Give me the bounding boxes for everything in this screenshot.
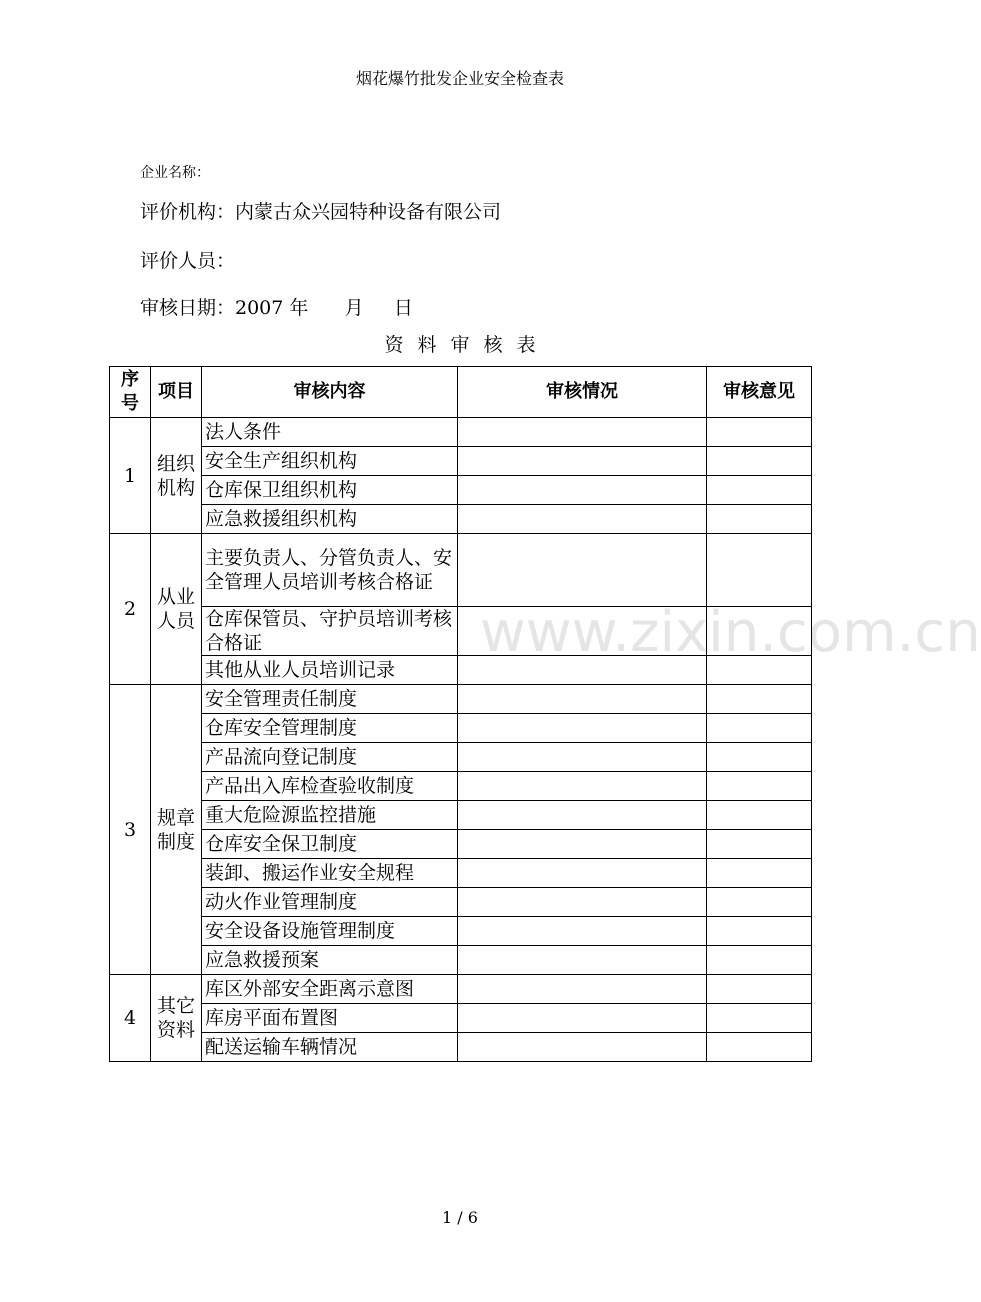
- table-row: [110, 534, 812, 607]
- evaluator-org: 评价机构：内蒙古众兴园特种设备有限公司: [140, 201, 502, 223]
- status-cell[interactable]: [458, 656, 707, 685]
- group-number: 1: [110, 418, 151, 534]
- review-item: 法人条件: [202, 418, 458, 447]
- header-item: 项目: [151, 367, 202, 418]
- header-status: 审核情况: [458, 367, 707, 418]
- review-item: 仓库安全管理制度: [202, 714, 458, 743]
- status-cell[interactable]: [458, 946, 707, 975]
- opinion-cell[interactable]: [707, 505, 812, 534]
- opinion-cell[interactable]: [707, 1033, 812, 1062]
- group-category: 组织机构: [151, 418, 202, 534]
- watermark: www.zixin.com.cn: [480, 600, 981, 665]
- opinion-cell[interactable]: [707, 975, 812, 1004]
- review-item: 产品流向登记制度: [202, 743, 458, 772]
- table-row: [110, 946, 812, 975]
- header-seq: 序号: [110, 367, 151, 418]
- table-row: [110, 476, 812, 505]
- status-cell[interactable]: [458, 714, 707, 743]
- status-cell[interactable]: [458, 801, 707, 830]
- header-content: 审核内容: [202, 367, 458, 418]
- opinion-cell[interactable]: [707, 607, 812, 656]
- review-item: 仓库保卫组织机构: [202, 476, 458, 505]
- status-cell[interactable]: [458, 830, 707, 859]
- group-number: 2: [110, 534, 151, 685]
- review-item: 产品出入库检查验收制度: [202, 772, 458, 801]
- status-cell[interactable]: [458, 917, 707, 946]
- opinion-cell[interactable]: [707, 859, 812, 888]
- status-cell[interactable]: [458, 859, 707, 888]
- review-item: 装卸、搬运作业安全规程: [202, 859, 458, 888]
- table-title: 资料审核表: [384, 334, 550, 356]
- company-name-label: 企业名称：: [140, 165, 210, 181]
- table-row: [110, 888, 812, 917]
- status-cell[interactable]: [458, 534, 707, 607]
- opinion-cell[interactable]: [707, 685, 812, 714]
- status-cell[interactable]: [458, 447, 707, 476]
- review-item: 其他从业人员培训记录: [202, 656, 458, 685]
- review-item: 安全管理责任制度: [202, 685, 458, 714]
- document-header-title: 烟花爆竹批发企业安全检查表: [355, 69, 564, 88]
- opinion-cell[interactable]: [707, 830, 812, 859]
- status-cell[interactable]: [458, 888, 707, 917]
- opinion-cell[interactable]: [707, 418, 812, 447]
- review-item: 应急救援预案: [202, 946, 458, 975]
- table-row: [110, 830, 812, 859]
- table-row: [110, 917, 812, 946]
- table-row: [110, 772, 812, 801]
- opinion-cell[interactable]: [707, 772, 812, 801]
- table-row: [110, 656, 812, 685]
- opinion-cell[interactable]: [707, 888, 812, 917]
- table-row: [110, 801, 812, 830]
- status-cell[interactable]: [458, 607, 707, 656]
- opinion-cell[interactable]: [707, 656, 812, 685]
- table-row: [110, 743, 812, 772]
- review-item: 仓库保管员、守护员培训考核合格证: [202, 607, 458, 656]
- group-number: 4: [110, 975, 151, 1062]
- table-row: [110, 447, 812, 476]
- status-cell[interactable]: [458, 1033, 707, 1062]
- review-item: 动火作业管理制度: [202, 888, 458, 917]
- opinion-cell[interactable]: [707, 743, 812, 772]
- opinion-cell[interactable]: [707, 1004, 812, 1033]
- review-item: 重大危险源监控措施: [202, 801, 458, 830]
- table-row: [110, 685, 812, 714]
- evaluator-person: 评价人员：: [140, 250, 236, 272]
- group-category: 其它资料: [151, 975, 202, 1062]
- review-item: 主要负责人、分管负责人、安全管理人员培训考核合格证: [202, 534, 458, 607]
- table-row: [110, 975, 812, 1004]
- group-number: 3: [110, 685, 151, 975]
- review-item: 安全设备设施管理制度: [202, 917, 458, 946]
- review-item: 安全生产组织机构: [202, 447, 458, 476]
- table-row: [110, 607, 812, 656]
- review-item: 库区外部安全距离示意图: [202, 975, 458, 1004]
- table-row: [110, 1004, 812, 1033]
- group-category: 从业人员: [151, 534, 202, 685]
- review-item: 仓库安全保卫制度: [202, 830, 458, 859]
- table-row: [110, 859, 812, 888]
- status-cell[interactable]: [458, 476, 707, 505]
- status-cell[interactable]: [458, 772, 707, 801]
- status-cell[interactable]: [458, 975, 707, 1004]
- header-opinion: 审核意见: [707, 367, 812, 418]
- review-item: 库房平面布置图: [202, 1004, 458, 1033]
- page-number: 1 / 6: [442, 1208, 478, 1227]
- group-category: 规章制度: [151, 685, 202, 975]
- status-cell[interactable]: [458, 418, 707, 447]
- opinion-cell[interactable]: [707, 917, 812, 946]
- opinion-cell[interactable]: [707, 447, 812, 476]
- review-item: 配送运输车辆情况: [202, 1033, 458, 1062]
- status-cell[interactable]: [458, 1004, 707, 1033]
- review-item: 应急救援组织机构: [202, 505, 458, 534]
- status-cell[interactable]: [458, 685, 707, 714]
- review-table: [109, 366, 812, 1062]
- opinion-cell[interactable]: [707, 801, 812, 830]
- status-cell[interactable]: [458, 743, 707, 772]
- opinion-cell[interactable]: [707, 714, 812, 743]
- table-row: [110, 505, 812, 534]
- opinion-cell[interactable]: [707, 946, 812, 975]
- table-row: [110, 418, 812, 447]
- status-cell[interactable]: [458, 505, 707, 534]
- opinion-cell[interactable]: [707, 476, 812, 505]
- review-date: 审核日期：2007 年 月 日: [140, 297, 413, 319]
- table-row: [110, 714, 812, 743]
- table-row: [110, 1033, 812, 1062]
- opinion-cell[interactable]: [707, 534, 812, 607]
